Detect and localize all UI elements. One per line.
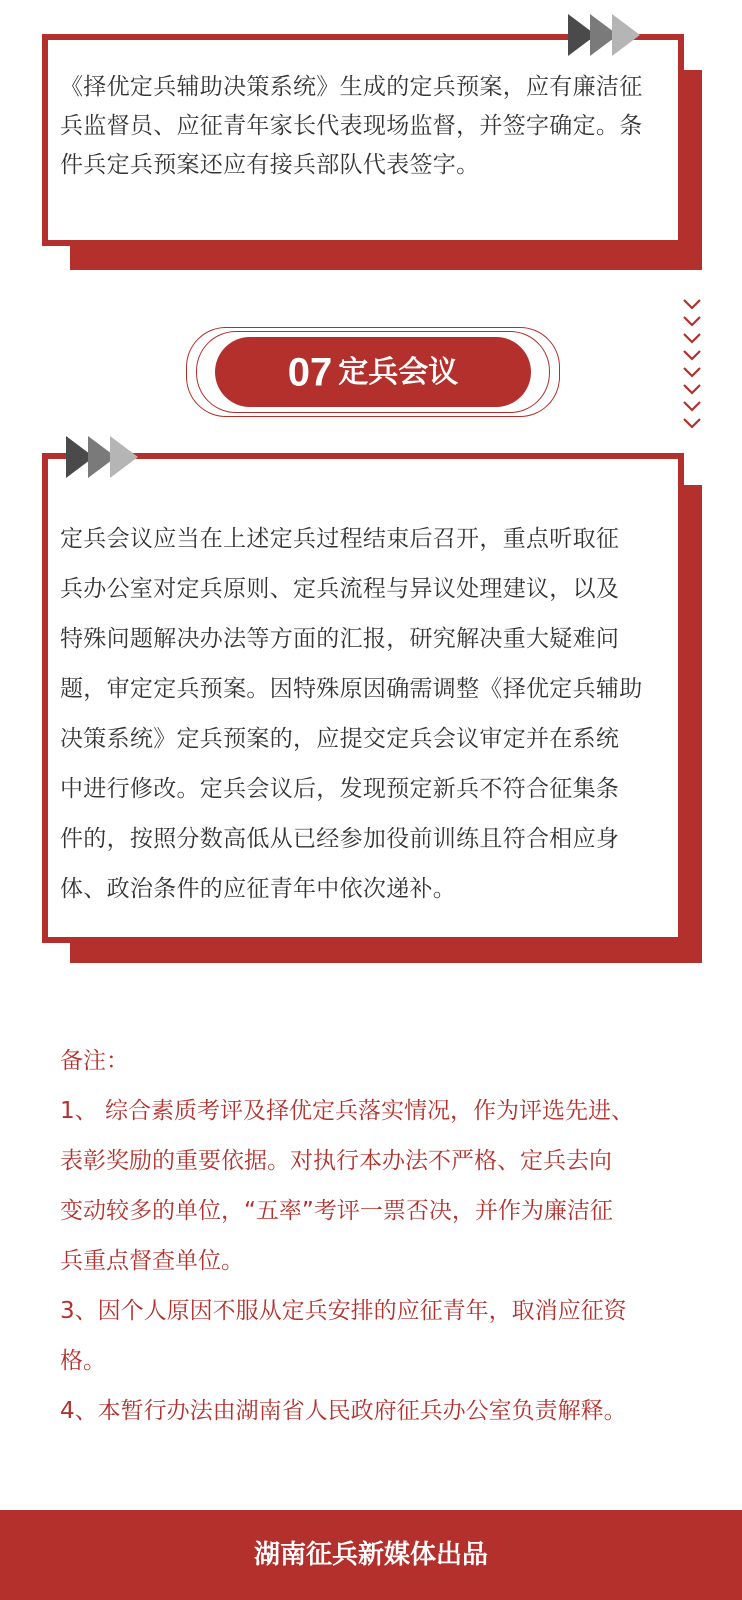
card-1-line: 《择优定兵辅助决策系统》生成的定兵预案，应有廉洁征	[60, 74, 643, 100]
section-heading: 定兵会议	[338, 354, 459, 390]
card-2-line: 定兵会议应当在上述定兵过程结束后召开，重点听取征	[60, 526, 620, 552]
notes-line: 1、 综合素质考评及择优定兵落实情况，作为评选先进、	[60, 1098, 634, 1124]
card-1-text	[60, 68, 680, 185]
section-number: 07	[287, 350, 333, 395]
notes-line: 4、本暂行办法由湖南省人民政府征兵办公室负责解释。	[60, 1398, 627, 1424]
card-2-line: 中进行修改。定兵会议后，发现预定新兵不符合征集条	[60, 776, 620, 802]
card-2-line: 件的，按照分数高低从已经参加役前训练且符合相应身	[60, 826, 620, 852]
card-2-line: 题，审定定兵预案。因特殊原因确需调整《择优定兵辅助	[60, 676, 643, 702]
notes-heading: 备注：	[60, 1048, 129, 1074]
notes-section	[60, 1036, 700, 1436]
card-2-line: 特殊问题解决办法等方面的汇报，研究解决重大疑难问	[60, 626, 620, 652]
notes-line: 3、因个人原因不服从定兵安排的应征青年，取消应征资	[60, 1298, 627, 1324]
footer-text: 湖南征兵新媒体出品	[253, 1540, 488, 1570]
card-1-line: 兵监督员、应征青年家长代表现场监督，并签字确定。条	[60, 113, 643, 139]
triple-chevron-icon	[66, 436, 156, 478]
notes-line: 表彰奖励的重要依据。对执行本办法不严格、定兵去向	[60, 1148, 612, 1174]
card-1-line: 件兵定兵预案还应有接兵部队代表签字。	[60, 152, 480, 178]
card-2-line: 体、政治条件的应征青年中依次递补。	[60, 876, 457, 902]
notes-line: 格。	[60, 1348, 106, 1374]
footer-banner	[0, 1510, 742, 1600]
notes-line: 变动较多的单位，“五率”考评一票否决，并作为廉洁征	[60, 1198, 613, 1224]
card-2-line: 兵办公室对定兵原则、定兵流程与异议处理建议，以及	[60, 576, 620, 602]
notes-line: 兵重点督查单位。	[60, 1248, 244, 1274]
section-title	[215, 337, 531, 407]
card-2-text	[60, 514, 680, 914]
down-chevrons-icon	[681, 298, 703, 443]
triple-chevron-icon	[568, 14, 658, 56]
card-2-line: 决策系统》定兵预案的，应提交定兵会议审定并在系统	[60, 726, 620, 752]
